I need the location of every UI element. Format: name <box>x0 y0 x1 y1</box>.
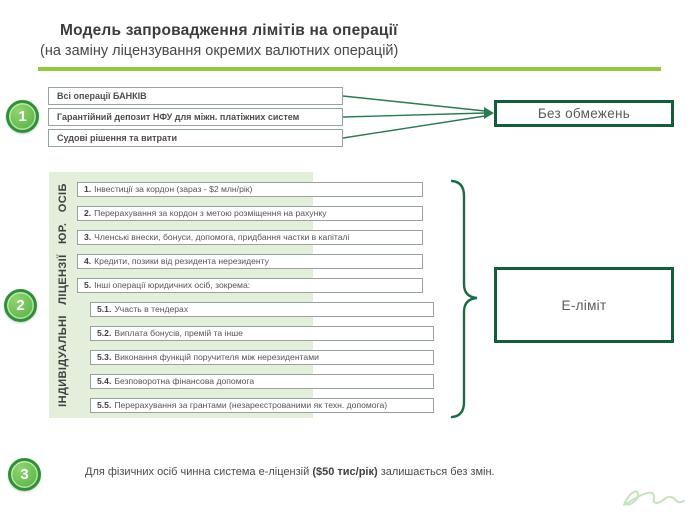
guarantee-deposit-box: Гарантійний депозит НФУ для міжн. платіжних систем <box>48 108 343 126</box>
court-decisions-box: Судові рішення та витрати <box>48 129 343 147</box>
list-item-5-4: 5.4. Безповоротна фінансова допомога <box>90 374 434 389</box>
step-badge-1: 1 <box>6 100 39 133</box>
step-badge-2: 2 <box>4 289 37 322</box>
note-text-after: залишається без змін. <box>377 466 495 478</box>
side-label-text: ІНДИВІДУАЛЬНІ ЛІЦЕНЗІЇ ЮР. ОСІБ <box>57 183 69 407</box>
list-item-5-2: 5.2. Виплата бонусів, премій та інше <box>90 326 434 341</box>
list-item-5-3: 5.3. Виконання функцій поручителя між нерезидентами <box>90 350 434 365</box>
page-subtitle: (на заміну ліцензування окремих валютних операцій) <box>40 43 399 59</box>
e-limit-box: Е-ліміт <box>494 267 674 343</box>
list-item-4: 4. Кредити, позики від резидента нерезиденту <box>77 254 423 269</box>
individual-licenses-side-label <box>50 172 76 418</box>
note-text-before: Для фізичних осіб чинна система е-ліцензій <box>85 466 313 478</box>
list-item-1: 1. Інвестиції за кордон (зараз - $2 млн/рік) <box>77 182 423 197</box>
list-item-5-5: 5.5. Перерахування за грантами (незареєстрованими як техн. допомога) <box>90 398 434 413</box>
step-badge-3: 3 <box>8 458 41 491</box>
list-item-5-1: 5.1. Участь в тендерах <box>90 302 434 317</box>
bank-operations-box: Всі операції БАНКІВ <box>48 87 343 105</box>
list-item-2: 2. Перерахування за кордон з метою розміщення на рахунку <box>77 206 423 221</box>
no-limits-box: Без обмежень <box>494 100 674 127</box>
list-item-5: 5. Інші операції юридичних осіб, зокрема: <box>77 278 423 293</box>
list-item-3: 3. Членські внески, бонуси, допомога, придбання частки в капіталі <box>77 230 423 245</box>
note-text-bold: ($50 тис/рік) <box>312 466 378 478</box>
page-title: Модель запровадження лімітів на операції <box>60 22 398 39</box>
